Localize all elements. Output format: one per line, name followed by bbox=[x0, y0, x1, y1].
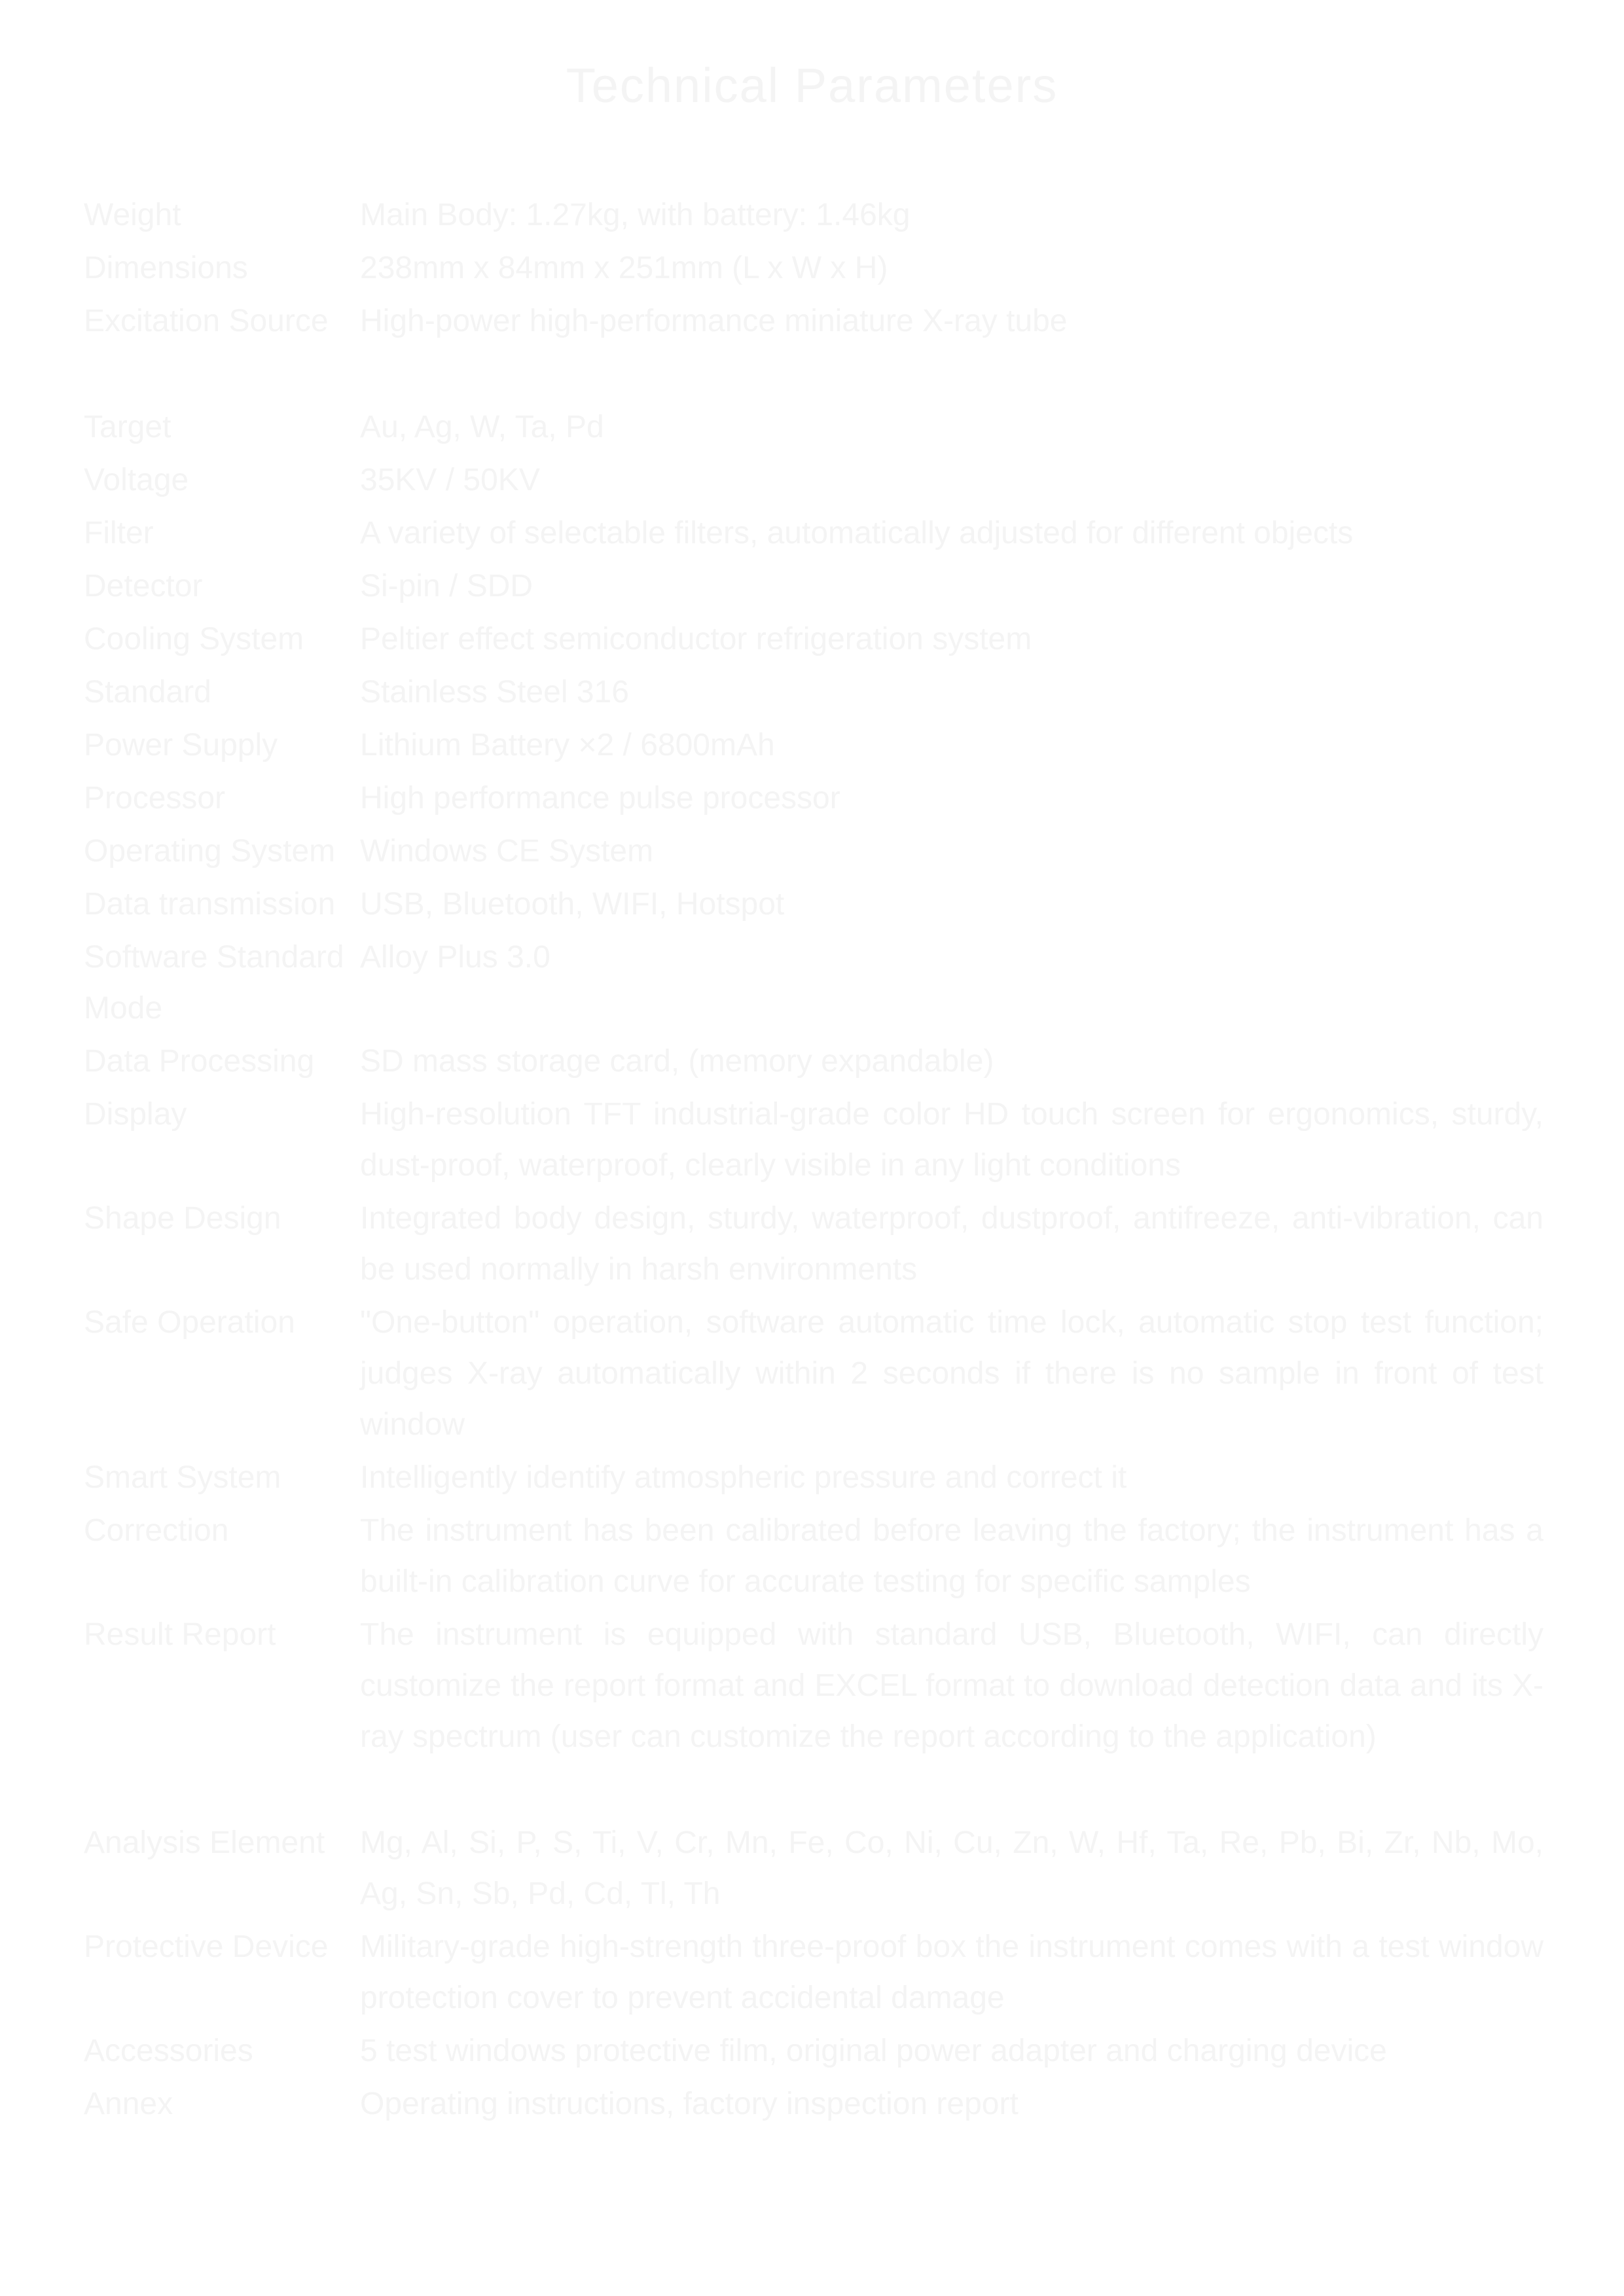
param-row-power-supply bbox=[84, 720, 1543, 771]
param-row-software-standard-mode bbox=[84, 932, 1543, 1034]
param-value: A variety of selectable filters, automatically adjusted for different objects bbox=[360, 516, 1354, 550]
param-row-accessories bbox=[84, 2026, 1543, 2077]
param-row-protective-device bbox=[84, 1922, 1543, 2024]
param-label: Correction bbox=[84, 1513, 229, 1548]
param-row-excitation-source bbox=[84, 296, 1543, 347]
param-value: Si-pin / SDD bbox=[360, 569, 533, 603]
param-row-annex bbox=[84, 2079, 1543, 2130]
param-label: Detector bbox=[84, 569, 203, 603]
param-label: Excitation Source bbox=[84, 304, 329, 338]
param-label: Cooling System bbox=[84, 622, 304, 656]
param-label: Analysis Element bbox=[84, 1825, 325, 1860]
param-row-shape-design bbox=[84, 1193, 1543, 1295]
param-value: High-resolution TFT industrial-grade color HD touch screen for ergonomics, sturdy, dust-proof, waterproof, clearly visible in any light conditions bbox=[360, 1097, 1543, 1183]
param-value: Intelligently identify atmospheric pressure and correct it bbox=[360, 1460, 1127, 1495]
param-value: 238mm x 84mm x 251mm (L x W x H) bbox=[360, 251, 888, 285]
param-row-target bbox=[84, 402, 1543, 453]
param-row-data-transmission bbox=[84, 879, 1543, 930]
param-value: Integrated body design, sturdy, waterproof, dustproof, antifreeze, anti-vibration, can be used normally in harsh environments bbox=[360, 1201, 1543, 1287]
param-label: Voltage bbox=[84, 463, 189, 497]
param-row-data-processing bbox=[84, 1036, 1543, 1087]
param-row-processor bbox=[84, 773, 1543, 824]
param-label: Weight bbox=[84, 198, 181, 232]
param-value: Windows CE System bbox=[360, 834, 654, 869]
param-value: Main Body: 1.27kg, with battery: 1.46kg bbox=[360, 198, 911, 232]
param-value: The instrument is equipped with standard USB, Bluetooth, WIFI, can directly customize the report format and EXCEL format to download detection data and its X-ray spectrum (user can customize the report according to the application) bbox=[360, 1617, 1543, 1754]
param-row-result-report bbox=[84, 1609, 1543, 1763]
param-row-display bbox=[84, 1089, 1543, 1191]
param-label: Shape Design bbox=[84, 1201, 281, 1236]
param-value: Operating instructions, factory inspection report bbox=[360, 2087, 1019, 2121]
param-label: Data transmission bbox=[84, 887, 336, 922]
param-label: Smart System bbox=[84, 1460, 281, 1495]
param-label: Accessories bbox=[84, 2034, 253, 2068]
param-row-filter bbox=[84, 508, 1543, 559]
param-row-dimensions bbox=[84, 243, 1543, 294]
param-label: Target bbox=[84, 410, 171, 444]
param-row-safe-operation bbox=[84, 1297, 1543, 1450]
parameters-list bbox=[84, 190, 1543, 2132]
param-row-correction bbox=[84, 1505, 1543, 1607]
param-row-weight bbox=[84, 190, 1543, 241]
param-value: "One-button" operation, software automatic time lock, automatic stop test function; judges X-ray automatically within 2 seconds if there is no sample in front of test window bbox=[360, 1305, 1543, 1442]
param-row-standard bbox=[84, 667, 1543, 718]
param-label: Processor bbox=[84, 781, 226, 816]
param-row-voltage bbox=[84, 455, 1543, 506]
param-label: Software Standard Mode bbox=[84, 940, 344, 1026]
param-label: Data Processing bbox=[84, 1044, 315, 1079]
param-value: SD mass storage card, (memory expandable) bbox=[360, 1044, 994, 1079]
param-value: The instrument has been calibrated before leaving the factory; the instrument has a built-in calibration curve for accurate testing for specific samples bbox=[360, 1513, 1543, 1599]
param-row-operating-system bbox=[84, 826, 1543, 877]
param-value: Military-grade high-strength three-proof box the instrument comes with a test window protection cover to prevent accidental damage bbox=[360, 1929, 1543, 2015]
param-label: Protective Device bbox=[84, 1929, 329, 1964]
param-value: 35KV / 50KV bbox=[360, 463, 540, 497]
param-label: Power Supply bbox=[84, 728, 278, 762]
param-row-smart-system bbox=[84, 1452, 1543, 1503]
param-value: Mg, Al, Si, P, S, Ti, V, Cr, Mn, Fe, Co, Ni, Cu, Zn, W, Hf, Ta, Re, Pb, Bi, Zr, Nb, Mo, Ag, Sn, Sb, Pd, Cd, Tl, Th bbox=[360, 1825, 1543, 1911]
param-row-cooling-system bbox=[84, 614, 1543, 665]
param-label: Operating System bbox=[84, 834, 336, 869]
param-value: USB, Bluetooth, WIFI, Hotspot bbox=[360, 887, 785, 922]
param-value: Au, Ag, W, Ta, Pd bbox=[360, 410, 604, 444]
param-value: Peltier effect semiconductor refrigeration system bbox=[360, 622, 1032, 656]
param-value: 5 test windows protective film, original power adapter and charging device bbox=[360, 2034, 1387, 2068]
param-value: Stainless Steel 316 bbox=[360, 675, 629, 709]
param-label: Annex bbox=[84, 2087, 173, 2121]
param-label: Dimensions bbox=[84, 251, 248, 285]
param-value: Alloy Plus 3.0 bbox=[360, 940, 550, 975]
page-title: Technical Parameters bbox=[566, 58, 1058, 113]
param-value: Lithium Battery ×2 / 6800mAh bbox=[360, 728, 775, 762]
param-value: High performance pulse processor bbox=[360, 781, 840, 816]
param-row-analysis-element bbox=[84, 1818, 1543, 1920]
param-label: Filter bbox=[84, 516, 154, 550]
param-label: Result Report bbox=[84, 1617, 276, 1652]
param-row-detector bbox=[84, 561, 1543, 612]
param-label: Standard bbox=[84, 675, 211, 709]
param-value: High-power high-performance miniature X-ray tube bbox=[360, 304, 1068, 338]
param-label: Safe Operation bbox=[84, 1305, 295, 1340]
param-label: Display bbox=[84, 1097, 187, 1132]
